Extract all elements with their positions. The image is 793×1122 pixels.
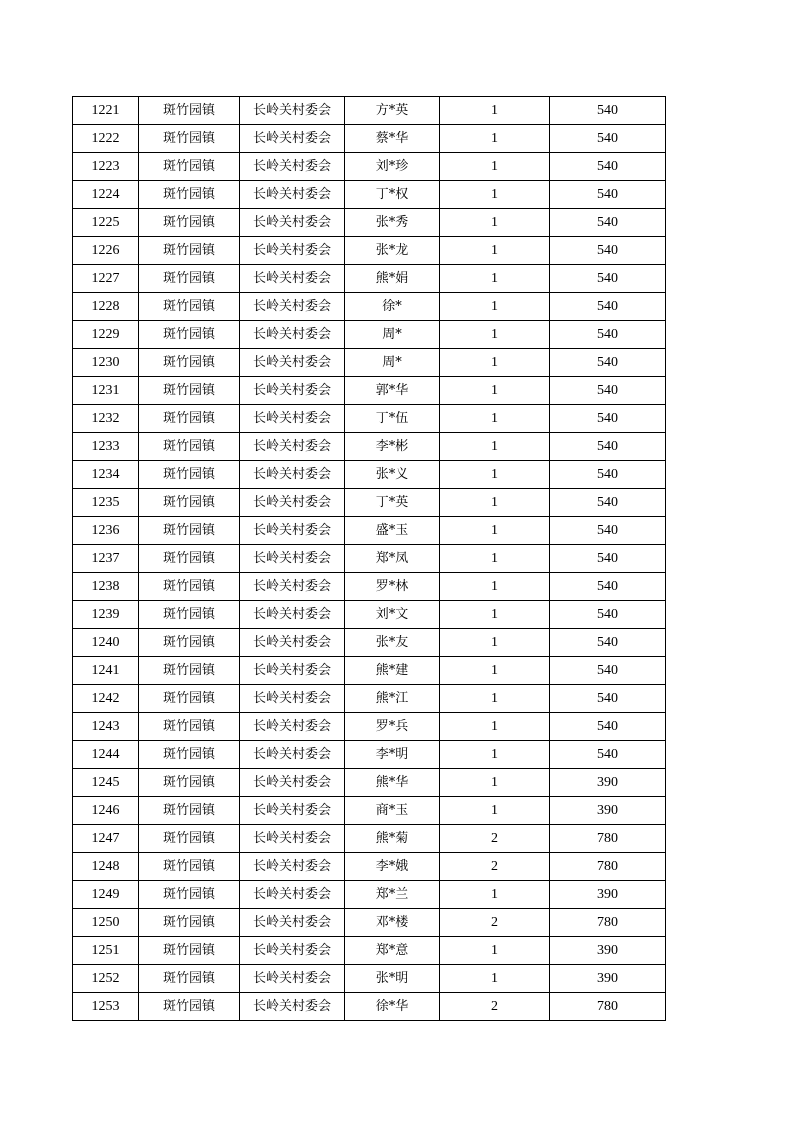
cell-amount: 780 xyxy=(550,909,666,937)
cell-person-name: 张*秀 xyxy=(345,209,440,237)
cell-serial-number: 1236 xyxy=(73,517,139,545)
cell-person-count: 2 xyxy=(440,909,550,937)
cell-amount: 540 xyxy=(550,97,666,125)
cell-serial-number: 1238 xyxy=(73,573,139,601)
cell-person-count: 1 xyxy=(440,293,550,321)
cell-village: 长岭关村委会 xyxy=(240,489,345,517)
cell-amount: 540 xyxy=(550,265,666,293)
cell-person-count: 1 xyxy=(440,965,550,993)
table-row xyxy=(73,237,666,265)
cell-person-count: 1 xyxy=(440,321,550,349)
cell-amount: 540 xyxy=(550,545,666,573)
cell-town: 斑竹园镇 xyxy=(139,601,240,629)
cell-town: 斑竹园镇 xyxy=(139,209,240,237)
cell-town: 斑竹园镇 xyxy=(139,881,240,909)
cell-serial-number: 1221 xyxy=(73,97,139,125)
cell-serial-number: 1251 xyxy=(73,937,139,965)
cell-serial-number: 1245 xyxy=(73,769,139,797)
cell-serial-number: 1225 xyxy=(73,209,139,237)
cell-serial-number: 1232 xyxy=(73,405,139,433)
cell-person-name: 罗*兵 xyxy=(345,713,440,741)
table-row xyxy=(73,881,666,909)
table-row xyxy=(73,769,666,797)
table-row xyxy=(73,517,666,545)
table-row xyxy=(73,937,666,965)
cell-town: 斑竹园镇 xyxy=(139,321,240,349)
cell-serial-number: 1244 xyxy=(73,741,139,769)
cell-person-count: 1 xyxy=(440,741,550,769)
cell-town: 斑竹园镇 xyxy=(139,181,240,209)
table-row xyxy=(73,209,666,237)
cell-person-count: 1 xyxy=(440,713,550,741)
cell-person-name: 熊*江 xyxy=(345,685,440,713)
cell-serial-number: 1239 xyxy=(73,601,139,629)
table-row xyxy=(73,153,666,181)
cell-serial-number: 1228 xyxy=(73,293,139,321)
cell-person-count: 1 xyxy=(440,181,550,209)
cell-person-name: 邓*楼 xyxy=(345,909,440,937)
cell-person-name: 郑*兰 xyxy=(345,881,440,909)
cell-person-name: 徐*华 xyxy=(345,993,440,1021)
cell-village: 长岭关村委会 xyxy=(240,713,345,741)
cell-person-name: 徐* xyxy=(345,293,440,321)
cell-town: 斑竹园镇 xyxy=(139,909,240,937)
table-row xyxy=(73,657,666,685)
table-row xyxy=(73,573,666,601)
table-row xyxy=(73,125,666,153)
cell-serial-number: 1252 xyxy=(73,965,139,993)
table-row xyxy=(73,293,666,321)
cell-serial-number: 1233 xyxy=(73,433,139,461)
cell-serial-number: 1230 xyxy=(73,349,139,377)
cell-amount: 540 xyxy=(550,153,666,181)
cell-person-count: 1 xyxy=(440,601,550,629)
cell-town: 斑竹园镇 xyxy=(139,657,240,685)
cell-person-count: 1 xyxy=(440,153,550,181)
cell-town: 斑竹园镇 xyxy=(139,825,240,853)
cell-person-name: 张*友 xyxy=(345,629,440,657)
cell-town: 斑竹园镇 xyxy=(139,629,240,657)
table-row xyxy=(73,993,666,1021)
cell-village: 长岭关村委会 xyxy=(240,293,345,321)
cell-person-name: 丁*英 xyxy=(345,489,440,517)
cell-village: 长岭关村委会 xyxy=(240,601,345,629)
cell-serial-number: 1249 xyxy=(73,881,139,909)
cell-town: 斑竹园镇 xyxy=(139,741,240,769)
cell-person-count: 1 xyxy=(440,433,550,461)
table-row xyxy=(73,629,666,657)
table-row xyxy=(73,405,666,433)
cell-person-name: 商*玉 xyxy=(345,797,440,825)
cell-town: 斑竹园镇 xyxy=(139,237,240,265)
cell-person-name: 张*明 xyxy=(345,965,440,993)
cell-village: 长岭关村委会 xyxy=(240,825,345,853)
cell-serial-number: 1242 xyxy=(73,685,139,713)
cell-village: 长岭关村委会 xyxy=(240,741,345,769)
table-row xyxy=(73,461,666,489)
cell-village: 长岭关村委会 xyxy=(240,517,345,545)
cell-person-name: 郑*凤 xyxy=(345,545,440,573)
cell-person-name: 李*彬 xyxy=(345,433,440,461)
table-row xyxy=(73,545,666,573)
cell-town: 斑竹园镇 xyxy=(139,797,240,825)
cell-person-count: 2 xyxy=(440,993,550,1021)
cell-serial-number: 1237 xyxy=(73,545,139,573)
cell-town: 斑竹园镇 xyxy=(139,573,240,601)
cell-person-name: 郑*意 xyxy=(345,937,440,965)
cell-person-count: 2 xyxy=(440,853,550,881)
cell-amount: 390 xyxy=(550,881,666,909)
cell-amount: 540 xyxy=(550,405,666,433)
cell-village: 长岭关村委会 xyxy=(240,545,345,573)
cell-amount: 540 xyxy=(550,685,666,713)
cell-amount: 540 xyxy=(550,125,666,153)
table-row xyxy=(73,741,666,769)
cell-village: 长岭关村委会 xyxy=(240,769,345,797)
cell-amount: 390 xyxy=(550,797,666,825)
document-table-container xyxy=(72,96,666,1021)
cell-village: 长岭关村委会 xyxy=(240,573,345,601)
cell-serial-number: 1235 xyxy=(73,489,139,517)
table-row xyxy=(73,489,666,517)
cell-town: 斑竹园镇 xyxy=(139,125,240,153)
cell-village: 长岭关村委会 xyxy=(240,657,345,685)
table-row xyxy=(73,825,666,853)
cell-amount: 540 xyxy=(550,377,666,405)
cell-town: 斑竹园镇 xyxy=(139,965,240,993)
cell-person-name: 盛*玉 xyxy=(345,517,440,545)
cell-amount: 540 xyxy=(550,293,666,321)
cell-person-name: 李*娥 xyxy=(345,853,440,881)
cell-person-count: 1 xyxy=(440,97,550,125)
table-row xyxy=(73,909,666,937)
cell-person-name: 罗*林 xyxy=(345,573,440,601)
cell-person-count: 1 xyxy=(440,685,550,713)
table-body xyxy=(73,97,666,1021)
cell-amount: 540 xyxy=(550,209,666,237)
cell-amount: 540 xyxy=(550,237,666,265)
cell-town: 斑竹园镇 xyxy=(139,937,240,965)
cell-village: 长岭关村委会 xyxy=(240,965,345,993)
cell-serial-number: 1250 xyxy=(73,909,139,937)
cell-person-name: 丁*伍 xyxy=(345,405,440,433)
cell-town: 斑竹园镇 xyxy=(139,769,240,797)
cell-amount: 780 xyxy=(550,853,666,881)
cell-amount: 540 xyxy=(550,461,666,489)
cell-person-name: 刘*文 xyxy=(345,601,440,629)
cell-town: 斑竹园镇 xyxy=(139,433,240,461)
cell-serial-number: 1234 xyxy=(73,461,139,489)
cell-person-count: 1 xyxy=(440,125,550,153)
cell-person-count: 1 xyxy=(440,265,550,293)
cell-town: 斑竹园镇 xyxy=(139,489,240,517)
cell-village: 长岭关村委会 xyxy=(240,153,345,181)
cell-village: 长岭关村委会 xyxy=(240,265,345,293)
cell-village: 长岭关村委会 xyxy=(240,853,345,881)
cell-amount: 540 xyxy=(550,349,666,377)
cell-village: 长岭关村委会 xyxy=(240,461,345,489)
cell-town: 斑竹园镇 xyxy=(139,97,240,125)
cell-town: 斑竹园镇 xyxy=(139,853,240,881)
cell-person-count: 1 xyxy=(440,769,550,797)
cell-person-count: 1 xyxy=(440,657,550,685)
cell-serial-number: 1226 xyxy=(73,237,139,265)
table-row xyxy=(73,321,666,349)
table-row xyxy=(73,685,666,713)
cell-person-name: 周* xyxy=(345,321,440,349)
cell-village: 长岭关村委会 xyxy=(240,321,345,349)
cell-town: 斑竹园镇 xyxy=(139,349,240,377)
cell-village: 长岭关村委会 xyxy=(240,937,345,965)
cell-person-name: 丁*权 xyxy=(345,181,440,209)
cell-person-count: 1 xyxy=(440,517,550,545)
table-row xyxy=(73,713,666,741)
table-row xyxy=(73,601,666,629)
cell-town: 斑竹园镇 xyxy=(139,993,240,1021)
cell-person-name: 李*明 xyxy=(345,741,440,769)
cell-amount: 390 xyxy=(550,937,666,965)
table-row xyxy=(73,181,666,209)
cell-amount: 390 xyxy=(550,769,666,797)
cell-village: 长岭关村委会 xyxy=(240,209,345,237)
cell-person-count: 1 xyxy=(440,237,550,265)
cell-serial-number: 1253 xyxy=(73,993,139,1021)
cell-amount: 540 xyxy=(550,601,666,629)
cell-amount: 780 xyxy=(550,825,666,853)
cell-village: 长岭关村委会 xyxy=(240,237,345,265)
cell-serial-number: 1227 xyxy=(73,265,139,293)
cell-amount: 540 xyxy=(550,321,666,349)
cell-person-name: 蔡*华 xyxy=(345,125,440,153)
cell-amount: 540 xyxy=(550,181,666,209)
cell-person-name: 周* xyxy=(345,349,440,377)
cell-serial-number: 1222 xyxy=(73,125,139,153)
cell-person-name: 方*英 xyxy=(345,97,440,125)
cell-village: 长岭关村委会 xyxy=(240,377,345,405)
cell-person-name: 张*义 xyxy=(345,461,440,489)
cell-serial-number: 1229 xyxy=(73,321,139,349)
cell-town: 斑竹园镇 xyxy=(139,153,240,181)
cell-serial-number: 1224 xyxy=(73,181,139,209)
cell-village: 长岭关村委会 xyxy=(240,685,345,713)
cell-village: 长岭关村委会 xyxy=(240,909,345,937)
cell-amount: 540 xyxy=(550,657,666,685)
cell-person-name: 郭*华 xyxy=(345,377,440,405)
cell-person-count: 1 xyxy=(440,489,550,517)
table-row xyxy=(73,853,666,881)
cell-amount: 540 xyxy=(550,489,666,517)
cell-village: 长岭关村委会 xyxy=(240,629,345,657)
cell-village: 长岭关村委会 xyxy=(240,125,345,153)
cell-amount: 540 xyxy=(550,433,666,461)
cell-serial-number: 1243 xyxy=(73,713,139,741)
cell-village: 长岭关村委会 xyxy=(240,881,345,909)
table-row xyxy=(73,265,666,293)
cell-serial-number: 1223 xyxy=(73,153,139,181)
table-row xyxy=(73,433,666,461)
table-row xyxy=(73,965,666,993)
cell-town: 斑竹园镇 xyxy=(139,461,240,489)
cell-village: 长岭关村委会 xyxy=(240,349,345,377)
cell-serial-number: 1248 xyxy=(73,853,139,881)
table-row xyxy=(73,377,666,405)
cell-person-count: 1 xyxy=(440,377,550,405)
cell-town: 斑竹园镇 xyxy=(139,377,240,405)
cell-person-name: 熊*建 xyxy=(345,657,440,685)
cell-town: 斑竹园镇 xyxy=(139,405,240,433)
table-row xyxy=(73,797,666,825)
table-row xyxy=(73,349,666,377)
cell-town: 斑竹园镇 xyxy=(139,517,240,545)
cell-town: 斑竹园镇 xyxy=(139,293,240,321)
cell-serial-number: 1240 xyxy=(73,629,139,657)
cell-person-count: 1 xyxy=(440,209,550,237)
cell-person-count: 1 xyxy=(440,629,550,657)
cell-serial-number: 1246 xyxy=(73,797,139,825)
cell-serial-number: 1247 xyxy=(73,825,139,853)
cell-person-count: 1 xyxy=(440,881,550,909)
cell-amount: 540 xyxy=(550,713,666,741)
cell-amount: 540 xyxy=(550,517,666,545)
beneficiary-table xyxy=(72,96,666,1021)
cell-amount: 540 xyxy=(550,573,666,601)
cell-person-name: 张*龙 xyxy=(345,237,440,265)
cell-person-name: 熊*娟 xyxy=(345,265,440,293)
cell-town: 斑竹园镇 xyxy=(139,685,240,713)
cell-person-count: 1 xyxy=(440,461,550,489)
cell-town: 斑竹园镇 xyxy=(139,713,240,741)
cell-village: 长岭关村委会 xyxy=(240,797,345,825)
cell-village: 长岭关村委会 xyxy=(240,433,345,461)
cell-person-count: 1 xyxy=(440,573,550,601)
cell-person-count: 2 xyxy=(440,825,550,853)
table-row xyxy=(73,97,666,125)
cell-village: 长岭关村委会 xyxy=(240,181,345,209)
cell-person-name: 熊*菊 xyxy=(345,825,440,853)
cell-person-name: 刘*珍 xyxy=(345,153,440,181)
cell-amount: 540 xyxy=(550,741,666,769)
cell-town: 斑竹园镇 xyxy=(139,545,240,573)
cell-village: 长岭关村委会 xyxy=(240,97,345,125)
cell-amount: 390 xyxy=(550,965,666,993)
cell-town: 斑竹园镇 xyxy=(139,265,240,293)
cell-person-name: 熊*华 xyxy=(345,769,440,797)
cell-person-count: 1 xyxy=(440,349,550,377)
cell-village: 长岭关村委会 xyxy=(240,405,345,433)
cell-person-count: 1 xyxy=(440,937,550,965)
cell-person-count: 1 xyxy=(440,797,550,825)
cell-village: 长岭关村委会 xyxy=(240,993,345,1021)
cell-amount: 540 xyxy=(550,629,666,657)
cell-serial-number: 1241 xyxy=(73,657,139,685)
cell-person-count: 1 xyxy=(440,545,550,573)
cell-serial-number: 1231 xyxy=(73,377,139,405)
cell-person-count: 1 xyxy=(440,405,550,433)
cell-amount: 780 xyxy=(550,993,666,1021)
